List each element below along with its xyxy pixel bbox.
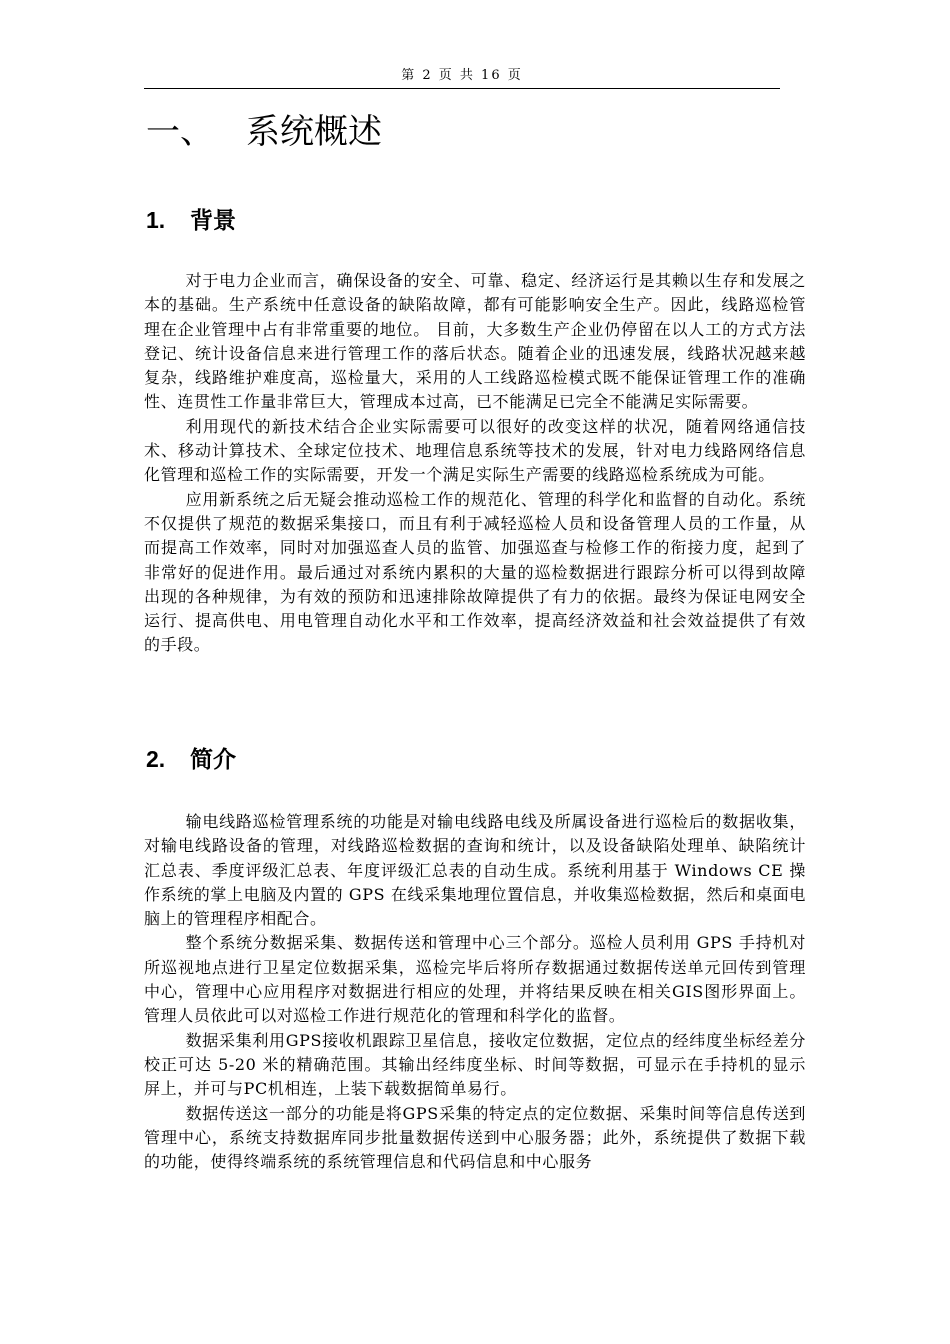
section-heading-intro — [146, 744, 236, 775]
paragraph: 利用现代的新技术结合企业实际需要可以很好的改变这样的状况，随着网络通信技术、移动计算技术、全球定位技术、地理信息系统等技术的发展，针对电力线路网络信息化管理和巡检工作的实际需要，开发一个满足实际生产需要的线路巡检系统成为可能。 — [144, 416, 806, 485]
paragraph: 对于电力企业而言，确保设备的安全、可靠、稳定、经济运行是其赖以生存和发展之本的基础。生产系统中任意设备的缺陷故障，都有可能影响安全生产。因此，线路巡检管理在企业管理中占有非常重要的地位。 目前，大多数生产企业仍停留在以人工的方式方法登记、统计设备信息来进行管理工作的落后状态。随着企业的迅速发展，线路状况越来越复杂，线路维护难度高，巡检量大，采用的人工线路巡检模式既不能保证管理工作的准确性、连贯性工作量非常巨大，管理成本过高，已不能满足已完全不能满足实际需要。 — [144, 271, 806, 412]
section-title-text: 背景 — [190, 208, 236, 234]
section-number: 2. — [146, 746, 166, 772]
chapter-title-text: 系统概述 — [246, 112, 382, 152]
section-heading-background — [146, 205, 236, 236]
paragraph: 应用新系统之后无疑会推动巡检工作的规范化、管理的科学化和监督的自动化。系统不仅提供了规范的数据采集接口，而且有利于减轻巡检人员和设备管理人员的工作量，从而提高工作效率，同时对加强巡查人员的监管、加强巡查与检修工作的衔接力度，起到了非常好的促进作用。最后通过对系统内累积的大量的巡检数据进行跟踪分析可以得到故障出现的各种规律，为有效的预防和迅速排除故障提供了有力的依据。最终为保证电网安全运行、提高供电、用电管理自动化水平和工作效率，提高经济效益和社会效益提供了有效的手段。 — [144, 489, 806, 655]
paragraph: 整个系统分数据采集、数据传送和管理中心三个部分。巡检人员利用 GPS 手持机对 所巡视地点进行卫星定位数据采集，巡检完毕后将所存数据通过数据传送单元回传到管理中心，管理中心应用程序对数据进行相应的处理，并将结果反映在相关GIS图形界面上。管理人员依此可以对巡检工作进行规范化的管理和科学化的监督。 — [144, 933, 806, 1026]
section-body-intro — [144, 810, 806, 1174]
paragraph: 数据传送这一部分的功能是将GPS采集的特定点的定位数据、采集时间等信息传送到管理中心，系统支持数据库同步批量数据传送到中心服务器；此外，系统提供了数据下载的功能，使得终端系统的系统管理信息和代码信息和中心服务 — [144, 1103, 806, 1172]
page-header: 第 2 页 共 16 页 — [401, 68, 523, 83]
paragraph: 数据采集利用GPS接收机跟踪卫星信息，接收定位数据，定位点的经纬度坐标经差分校正可达 5-20 米的精确范围。其输出经纬度坐标、时间等数据，可显示在手持机的显示屏上，并可与PC机相连，上装下载数据简单易行。 — [144, 1030, 806, 1099]
chapter-title — [146, 110, 382, 154]
section-title-text: 简介 — [190, 747, 236, 773]
chapter-number: 一、 — [146, 112, 214, 152]
paragraph: 输电线路巡检管理系统的功能是对输电线路电线及所属设备进行巡检后的数据收集，对输电线路设备的管理，对线路巡检数据的查询和统计，以及设备缺陷处理单、缺陷统计汇总表、季度评级汇总表、年度评级汇总表的自动生成。系统利用基于 Windows CE 操作系统的掌上电脑及内置的 GPS 在线采集地理位置信息，并收集巡检数据，然后和桌面电脑上的管理程序相配合。 — [144, 812, 806, 929]
section-body-background — [144, 269, 806, 658]
header-rule — [144, 88, 780, 89]
section-number: 1. — [146, 207, 166, 233]
